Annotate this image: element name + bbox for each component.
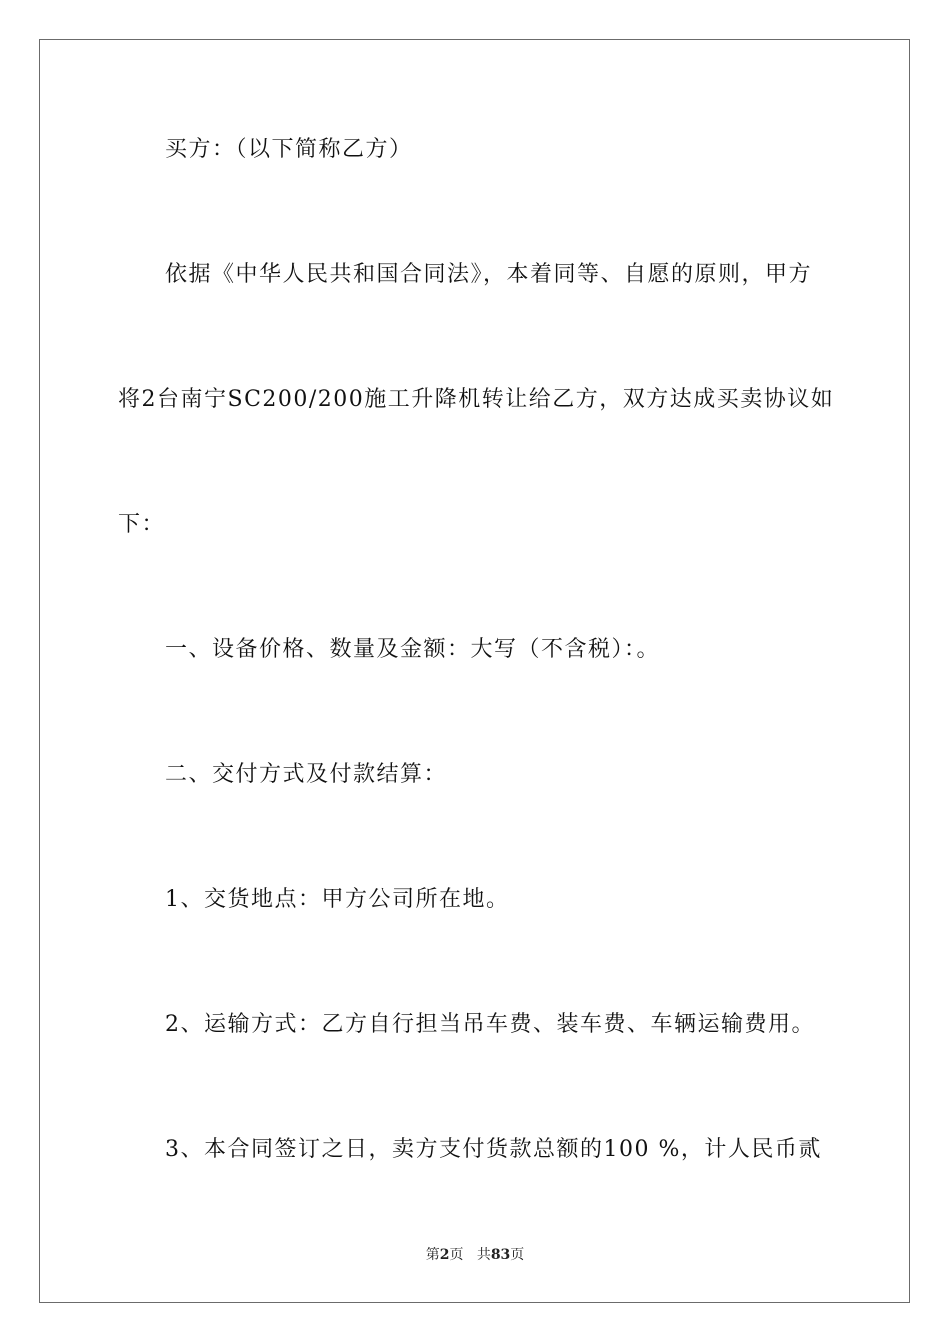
section-one-heading: 一、设备价格、数量及金额：大写（不含税）：。 — [165, 637, 661, 662]
footer-page-number: 2 — [439, 1247, 450, 1263]
clause-1: 1、交货地点：甲方公司所在地。 — [165, 887, 510, 912]
section-two-heading: 二、交付方式及付款结算： — [165, 762, 448, 787]
clause-2: 2、运输方式：乙方自行担当吊车费、装车费、车辆运输费用。 — [165, 1012, 815, 1037]
buyer-line: 买方：（以下简称乙方） — [165, 137, 413, 162]
footer-page-prefix: 第 — [425, 1247, 440, 1263]
clause-3: 3、本合同签订之日，卖方支付货款总额的100 %，计人民币贰 — [165, 1137, 822, 1162]
page-footer — [0, 1246, 950, 1264]
footer-total-suffix: 页 — [510, 1247, 525, 1263]
paragraph-intro-line-2: 将2台南宁SC200/200施工升降机转让给乙方，双方达成买卖协议如 — [118, 387, 835, 412]
footer-total-pages: 83 — [490, 1247, 511, 1263]
paragraph-intro-line-3: 下： — [118, 512, 166, 537]
footer-page-suffix: 页 — [449, 1247, 464, 1263]
paragraph-intro-line-1: 依据《中华人民共和国合同法》，本着同等、自愿的原则，甲方 — [165, 262, 813, 287]
page-border — [39, 39, 910, 1303]
footer-total-prefix: 共 — [476, 1247, 491, 1263]
